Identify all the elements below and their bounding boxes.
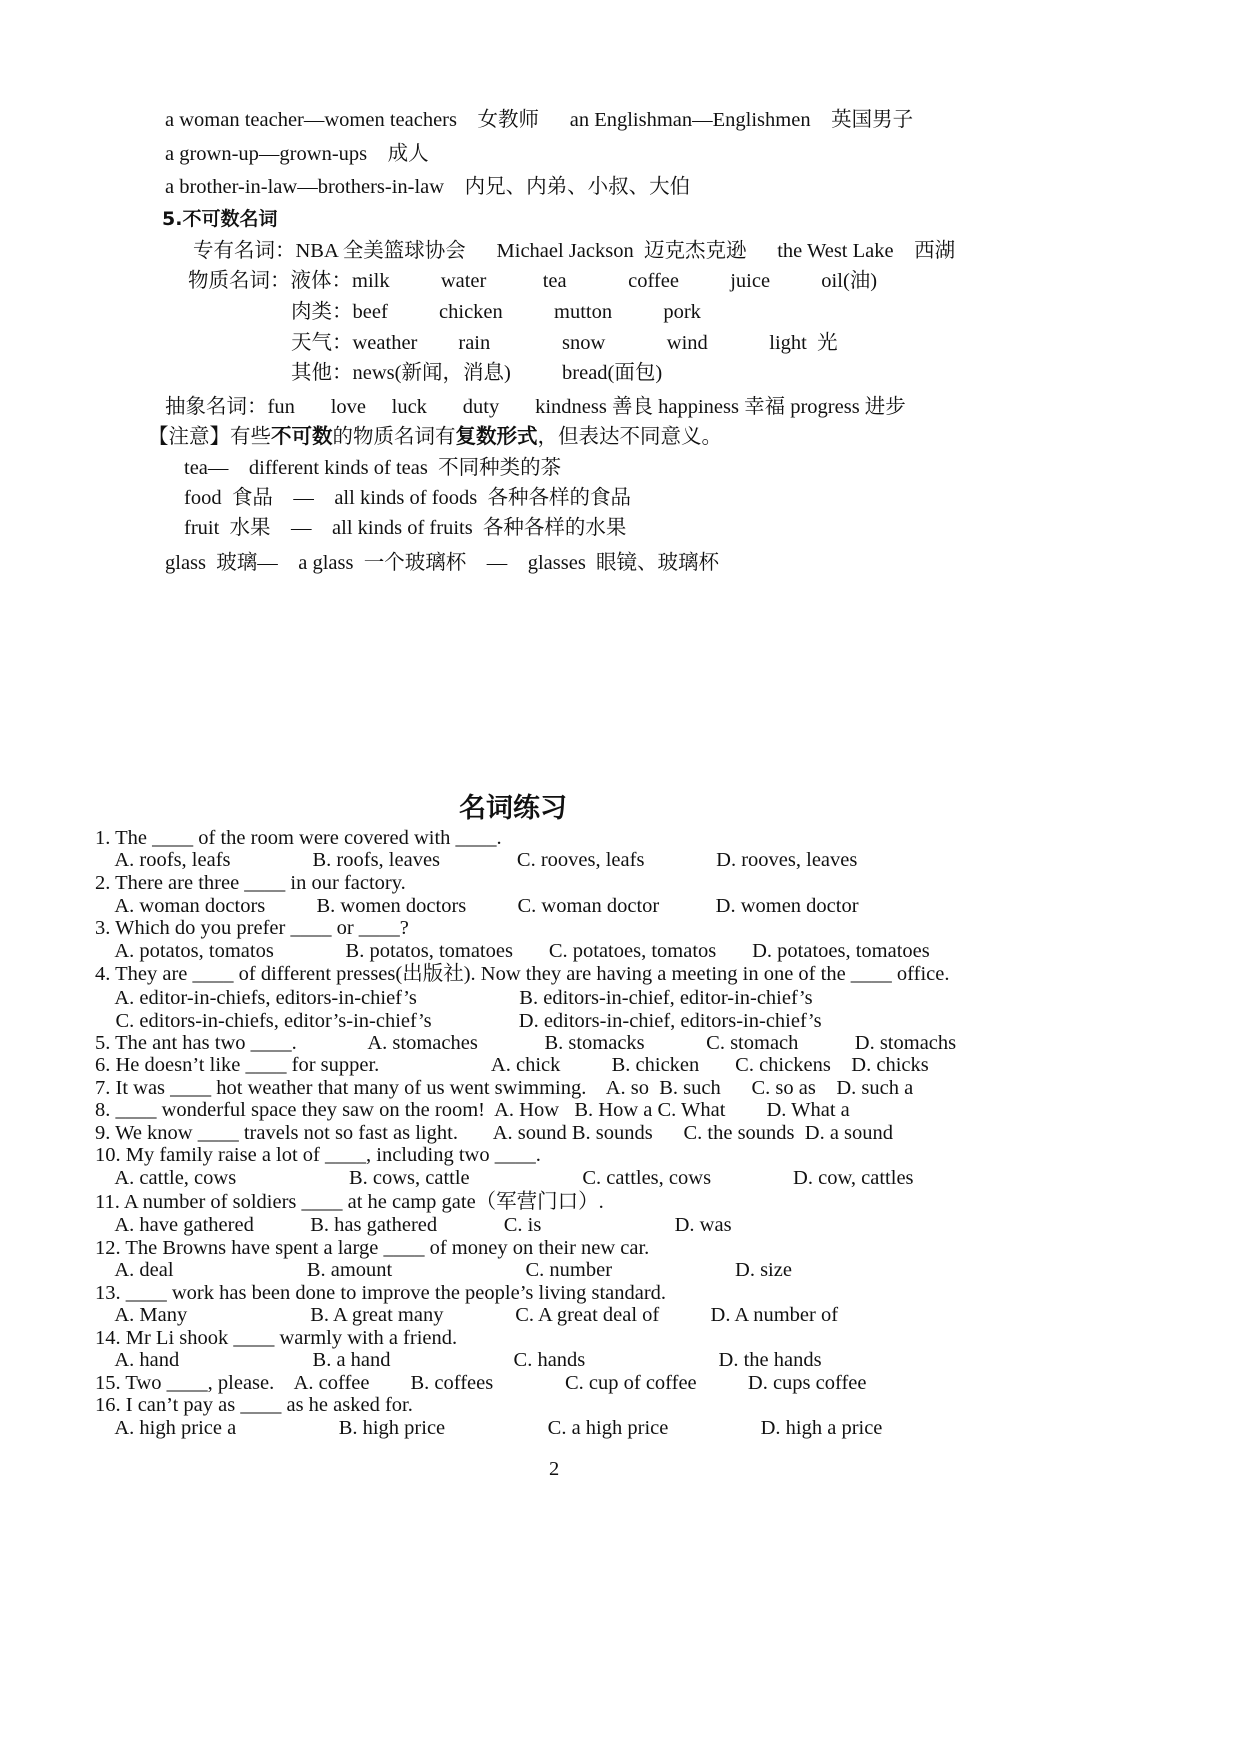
line-other: 其他：news(新闻，消息) bread(面包) [291, 362, 663, 384]
note-suffix: ，但表达不同意义。 [537, 426, 722, 448]
page-number: 2 [549, 1458, 560, 1480]
section-heading-uncountable: 5.不可数名词 [162, 208, 278, 230]
exercise-line: 14. Mr Li shook ____ warmly with a friend. [95, 1327, 458, 1349]
exercise-line: 1. The ____ of the room were covered with ____. [95, 827, 502, 849]
exercise-line: 12. The Browns have spent a large ____ of money on their new car. [95, 1237, 650, 1259]
line-tea: tea— different kinds of teas 不同种类的茶 [184, 457, 562, 479]
line-compound-plural-3: a brother-in-law—brothers-in-law 内兄、内弟、小叔、大伯 [165, 176, 691, 198]
exercise-line: 4. They are ____ of different presses(出版社). Now they are having a meeting in one of the ____ office. [95, 963, 950, 985]
exercise-line: 16. I can’t pay as ____ as he asked for. [95, 1394, 413, 1416]
exercise-line: A. woman doctors B. women doctors C. woman doctor D. women doctor [95, 895, 859, 917]
exercise-line: 11. A number of soldiers ____ at he camp gate（军营门口）. [95, 1191, 604, 1213]
note-middle: 的物质名词有 [332, 426, 456, 448]
exercise-line: 7. It was ____ hot weather that many of us went swimming. A. so B. such C. so as D. such a [95, 1077, 914, 1099]
exercise-line: A. cattle, cows B. cows, cattle C. cattles, cows D. cow, cattles [95, 1167, 914, 1189]
exercise-line: A. roofs, leafs B. roofs, leaves C. rooves, leafs D. rooves, leaves [95, 849, 858, 871]
exercise-line: A. have gathered B. has gathered C. is D. was [95, 1214, 732, 1236]
exercise-line: C. editors-in-chiefs, editor’s-in-chief’s D. editors-in-chief, editors-in-chief’s [95, 1010, 822, 1032]
exercise-line: 10. My family raise a lot of ____, including two ____. [95, 1144, 541, 1166]
line-glass: glass 玻璃— a glass 一个玻璃杯 — glasses 眼镜、玻璃杯 [165, 552, 720, 574]
exercise-line: A. hand B. a hand C. hands D. the hands [95, 1349, 822, 1371]
note-prefix: 【注意】有些 [148, 426, 271, 448]
line-abstract-nouns: 抽象名词：fun love luck duty kindness 善良 happiness 幸福 progress 进步 [165, 396, 906, 418]
line-material-liquid: 物质名词：液体：milk water tea coffee juice oil(油) [188, 270, 878, 292]
exercise-line: 15. Two ____, please. A. coffee B. coffees C. cup of coffee D. cups coffee [95, 1372, 867, 1394]
exercise-line: 13. ____ work has been done to improve the people’s living standard. [95, 1282, 667, 1304]
exercise-line: A. high price a B. high price C. a high price D. high a price [95, 1417, 883, 1439]
exercise-line: 6. He doesn’t like ____ for supper. A. chick B. chicken C. chickens D. chicks [95, 1054, 929, 1076]
line-weather: 天气：weather rain snow wind light 光 [291, 332, 838, 354]
exercise-line: 5. The ant has two ____. A. stomaches B. stomacks C. stomach D. stomachs [95, 1032, 957, 1054]
line-meat: 肉类：beef chicken mutton pork [291, 301, 701, 323]
line-fruit: fruit 水果 — all kinds of fruits 各种各样的水果 [184, 517, 627, 539]
exercise-line: 3. Which do you prefer ____ or ____? [95, 917, 409, 939]
exercise-line: 9. We know ____ travels not so fast as light. A. sound B. sounds C. the sounds D. a sound [95, 1122, 894, 1144]
line-compound-plural-2: a grown-up—grown-ups 成人 [165, 143, 429, 165]
note-line [148, 427, 722, 448]
line-compound-plural-1: a woman teacher—women teachers 女教师 an Englishman—Englishmen 英国男子 [165, 109, 914, 131]
exercise-line: 8. ____ wonderful space they saw on the room! A. How B. How a C. What D. What a [95, 1099, 850, 1121]
exercise-title: 名词练习 [459, 793, 567, 824]
exercise-line: A. deal B. amount C. number D. size [95, 1259, 792, 1281]
note-plural-form: 复数形式 [455, 426, 538, 448]
exercise-line: 2. There are three ____ in our factory. [95, 872, 406, 894]
line-proper-nouns: 专有名词：NBA 全美篮球协会 Michael Jackson 迈克杰克逊 the West Lake 西湖 [193, 240, 956, 262]
exercise-line: A. editor-in-chiefs, editors-in-chief’s B. editors-in-chief, editor-in-chief’s [95, 987, 813, 1009]
line-food: food 食品 — all kinds of foods 各种各样的食品 [184, 487, 631, 509]
exercise-line: A. potatos, tomatos B. potatos, tomatoes C. potatoes, tomatos D. potatoes, tomatoes [95, 940, 930, 962]
exercise-line: A. Many B. A great many C. A great deal of D. A number of [95, 1304, 839, 1326]
note-uncountable: 不可数 [271, 426, 333, 448]
